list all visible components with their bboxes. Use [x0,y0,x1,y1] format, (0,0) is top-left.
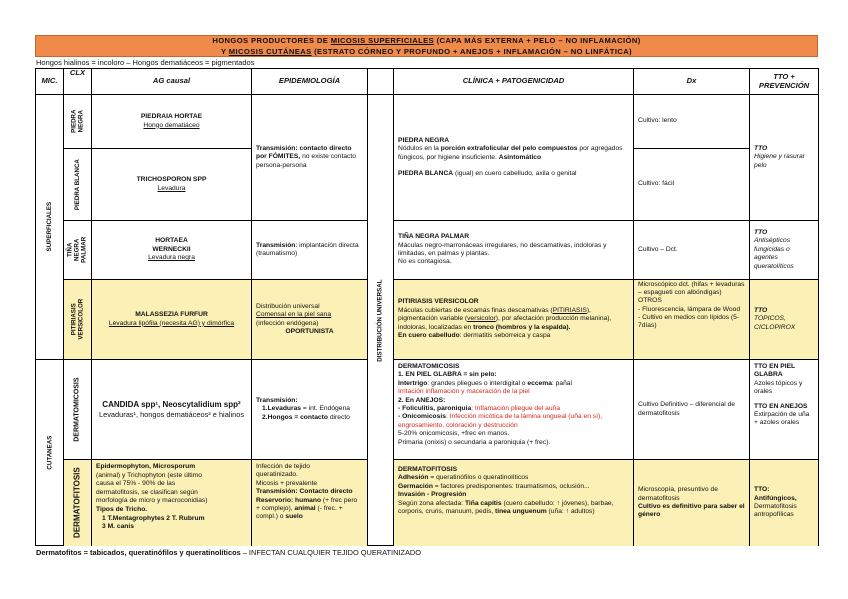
epi-tinea-bold: Transmisión [256,241,296,249]
epi-cand-line-1: Transmisión: [256,396,298,404]
mycoses-table [35,68,819,546]
clx-dermatofitosis: DERMATOFITOSIS [64,460,92,546]
tto-dm-title-1: TTO EN PIEL GLABRA [754,363,795,379]
epi-derm-line-1: Infección de tejido [256,463,310,470]
clx-dermatomicosis: DERMATOMICOSIS [64,360,92,460]
epi-candida [252,360,368,460]
dx-pitiriasis: Microscópico dct. (hifas + levaduras – espagueti con albóndigas) OTROS - Fluorescencia, lámpara de Wood - Cultivo en medios con lípidos (5-7días) [634,280,750,360]
clinic-pv-2: PITIRIASIS [552,306,587,314]
agent-hortaea [92,221,252,280]
clinic-dermatomicosis [394,360,634,460]
agent-trichosporon [92,149,252,221]
epi-pit-line-3: (infección endógena) [256,319,319,327]
tto-df-text: Dermatofitosis antropofílicas [754,503,797,519]
agent-candida [92,360,252,460]
epi-pitiriasis [252,280,368,360]
tto-df-title: TTO: [754,486,770,494]
clinic-tn-2: No es contagiosa. [398,258,452,266]
tto-piedras [750,95,818,221]
agent-malassezia [92,280,252,360]
epi-derm-line-3: Micosis + prevalente [256,479,318,487]
tto-pitiriasis [750,280,818,360]
epi-derm-reservoir-2: animal [294,505,316,513]
agent-malassezia-type: Levadura lipófila (necesita AG) y dimórfica [108,319,235,327]
header-dx: Dx [634,69,750,95]
clx-pitiriasis: PITIRIASIS VERSICOLOR [64,280,92,360]
clinic-pv-4: versicolor [467,315,496,323]
clinic-pv-5: ), por afectación producción melanina), indoloras, localizadas en [398,315,612,331]
clinic-df-8: (cuero cabelludo: ↑ jóvenes), barbae, corporis, cruris, manuum, pedis, [398,499,614,516]
epi-dermatophytes [252,460,368,546]
agent-piedraia [92,95,252,149]
clinic-pn-4: Asintomático [498,153,542,161]
agent-trichosporon-type: Levadura [157,184,186,192]
footer-note [36,548,421,557]
dx-df-1: Microscopía, presuntivo de dermatofitosis [638,486,718,502]
clinic-pb-title: PIEDRA BLANCA [398,169,454,177]
group-superficial: SUPERFICIALES [36,95,64,360]
agent-dermato-line-7: 1 T.Mentagrophytes 2 T. Rubrum [102,514,205,522]
clinic-dm-3: : grandes pliegues o interdigital o [427,379,528,387]
tto-df-bold: Antifúngicos, [754,494,797,502]
agent-dermato-line-2: (animal) y Trichophyton (este último [96,471,202,479]
footer-text: – INFECTAN CUALQUIER TEJIDO QUERATINIZADO [240,548,421,557]
clinic-df-6: Según zona afectada: [398,499,465,507]
clinic-pn-title: PIEDRA NEGRA [398,136,450,144]
agent-dermato-line-1: Epidermophyton, Microsporum [96,463,196,470]
epi-piedra-text: no existe contacto persona-persona [256,153,356,169]
clinic-dm-5: : pañal [551,379,573,387]
clinic-pv-3: ), pigmentación variable ( [398,306,591,323]
epi-derm-reservoir-3: (- frec. + compl.) o [256,505,343,521]
clinic-dm-10: - Onicomicosis [398,413,446,421]
group-cutaneous: CUTANEAS [36,360,64,546]
clinic-dm-4: eccema [527,379,552,387]
clinic-piedras [394,95,634,221]
epi-pit-line-2: Comensal en la piel sana [256,311,332,319]
clinic-tinea [394,221,634,280]
clinic-tn-1: Máculas negro-marronáceas irregulares, no descamativas, indoloras y limitadas, en palmas y plantas. [398,241,607,257]
agent-dermato-line-6: Tipos de Tricho. [96,505,148,513]
agent-piedraia-type: Hongo dematiáceo [143,121,200,129]
header-epidemiology: EPIDEMIOLOGÍA [252,69,368,95]
epi-cand-fungi-text: directo [327,413,350,421]
tto-tn-title: TTO [754,228,768,236]
agent-trichosporon-name: TRICHOSPORON SPP [136,176,207,184]
clinic-df-5: Invasión - Progresión [398,491,467,499]
header-clinic: CLÍNICA + PATOGENICIDAD [394,69,634,95]
agent-malassezia-name: MALASSEZIA FURFUR [135,311,208,319]
clinic-pn-2: porción extrafolicular del pelo compuestos [440,145,578,153]
header-spacer [368,69,394,95]
legend-text: Hongos hialinos = incoloro – Hongos dematiáceos = pigmentados [36,58,255,67]
clinic-dm-13: Primaria (onixis) o secundaria a paroniquia (+ frec). [398,438,551,446]
epi-tinea-text: : implantación directa (traumatismo) [256,241,359,257]
clinic-dm-2: Intertrigo [398,379,428,387]
agent-dermatophytes [92,460,252,546]
clinic-dm-8: - Foliculitis, paroniquia [398,405,472,413]
clinic-pitiriasis [394,280,634,360]
footer-bold: Dermatofitos = tabicados, queratinófilos y queratinolíticos [36,548,241,557]
epi-piedra [252,95,368,221]
agent-dermato-line-8: 3 M. canis [102,523,134,531]
clinic-dm-12: 5-20% onicomicosis, +frec en manos. [398,430,510,438]
tto-piedra-text: Higiene y rasurar pelo [754,153,805,169]
clinic-dm-11: : Infección micótica de la lámina ungueal (uña en sí), engrosamiento, coloración y destrucción [398,413,603,429]
epi-pit-line-1: Distribución universal [256,302,320,310]
tto-tinea [750,221,818,280]
epi-derm-line-4: Transmisión: Contacto directo [256,488,353,496]
tto-dm-text-1: Azoles tópicos y orales [754,379,803,396]
agent-dermato-line-5: morfología de micro y macroconidias) [96,497,208,505]
clinic-dm-7: 2. En ANEJOS: [398,396,446,404]
clinic-tn-title: TIÑA NEGRA PALMAR [398,233,470,241]
page-title [35,35,818,57]
epi-derm-line-2: queratinizado. [256,471,299,479]
clinic-pv-title: PITIRIASIS VERSICOLOR [398,298,479,306]
clinic-pb-rest: (igual) en cuero cabelludo, axila o genital [453,169,577,177]
epi-derm-reservoir-4: suelo [285,513,303,521]
clinic-pv-7: En cuero cabelludo [398,332,460,340]
clinic-df-7: Tiña capitis [464,499,502,507]
clinic-df-9: tinea unguenum [495,508,547,516]
dx-piedra-negra: Cultivo: lento [634,95,750,149]
clinic-pv-1: Máculas cubiertas de escamas finas descamativas ( [398,306,553,314]
clinic-dermatofitosis [394,460,634,546]
clinic-pv-8: : dermatitis seborreica y caspa [459,332,551,340]
header-agent: AG causal [92,69,252,95]
dx-dermatofitosis [634,460,750,546]
tto-dermatomicosis [750,360,818,460]
tto-pv-title: TTO [754,306,768,314]
agent-dermato-line-4: dermatofitosis, se clasifican según [96,488,198,496]
agent-piedraia-name: PIEDRAIA HORTAE [140,113,203,121]
clinic-pv-6: tronco (hombros y la espalda). [473,323,571,331]
clinic-df-4: = factores predisponentes: traumatismos, oclusión... [432,482,590,490]
clinic-df-title: DERMATOFITOSIS [398,466,458,473]
clinic-dm-9: : Inflamación pliegue del auña [471,405,561,413]
epi-cand-yeasts-text: = int. Endógena [301,405,350,413]
clinic-dm-1: 1. EN PIEL GLABRA = sin pelo: [398,371,497,379]
agent-hortaea-name-2: WERNECKII [152,245,191,253]
clx-piedra-negra: PIEDRA NEGRA [64,95,92,149]
clinic-df-2: = queratinófilos o queratinolíticos [428,474,529,482]
agent-hortaea-type: Levadura negra [148,254,195,262]
dx-tinea: Cultivo – Dct. [634,221,750,280]
epi-cand-yeasts: 1.Levaduras [262,405,302,413]
epi-cand-fungi: 2.Hongos = contacto [262,413,328,421]
epi-tinea [252,221,368,280]
clinic-dm-6: Irritación inflamación y maceración de la piel [398,388,530,396]
tto-tn-text: Antisépticos fungicidas o agentes queratolíticos [754,237,794,270]
epi-pit-line-4: OPORTUNISTA [285,327,334,335]
title-line-1: HONGOS PRODUCTORES DE MICOSIS SUPERFICIALES (CAPA MÁS EXTERNA + PELO – NO INFLAMACIÓN) [212,36,641,45]
tto-piedra-title: TTO [754,144,768,152]
agent-hortaea-name-1: HORTAEA [155,237,188,245]
clinic-dm-title: DERMATOMICOSIS [398,363,460,370]
tto-dermatofitosis [750,460,818,546]
tto-dm-text-2: Extirpación de uña + azoles orales [754,411,810,427]
header-tto: TTO + PREVENCIÓN [750,69,818,95]
dx-dermatomicosis: Cultivo Definitivo – diferencial de dermatofitosis [634,360,750,460]
clx-tinea-negra: TIÑA NEGRA PALMAR [64,221,92,280]
dx-df-2: Cultivo es definitivo para saber el género [638,503,745,519]
tto-dm-title-2: TTO EN ANEJOS [754,402,808,410]
clinic-df-10: (uña: ↑ adultos) [546,508,595,516]
epi-derm-reservoir-1: (+ frec pero + complejo), [256,496,358,513]
epi-derm-reservoir: Reservorio: humano [256,496,322,504]
clx-piedra-blanca: PIEDRA BLANCA [64,149,92,221]
agent-candida-name: CANDIDA spp¹, Neoscytalidium spp² [102,400,241,409]
header-clx: CLX [64,69,92,95]
dx-piedra-blanca: Cultivo: fácil [634,149,750,221]
epi-piedra-bold: Transmisión: contacto directo por FÓMITES, [256,144,352,161]
header-mic: MIC. [36,69,64,95]
clinic-df-3: Germación [398,482,433,490]
agent-dermato-line-3: causa el 75% - 90% de las [96,480,176,488]
tto-pv-text: TOPICOS, CICLOPIROX [754,315,796,331]
clinic-pn-1: Nódulos en la [398,145,441,153]
title-line-2: Y MICOSIS CUTÁNEAS (ESTRATO CÓRNEO Y PROFUNDO + ANEJOS + INFLAMACIÓN – NO LINFÁTICA) [220,46,633,56]
agent-candida-type: Levaduras¹, hongos dematiáceos² e hialinos [98,410,245,419]
clinic-pn-3: por agregados fúngicos, por higiene insuficiente. [398,145,623,161]
distribution-universal: DISTRIBUCIÓN UNIVERSAL [368,95,394,546]
clinic-df-1: Adhesión [398,474,429,482]
